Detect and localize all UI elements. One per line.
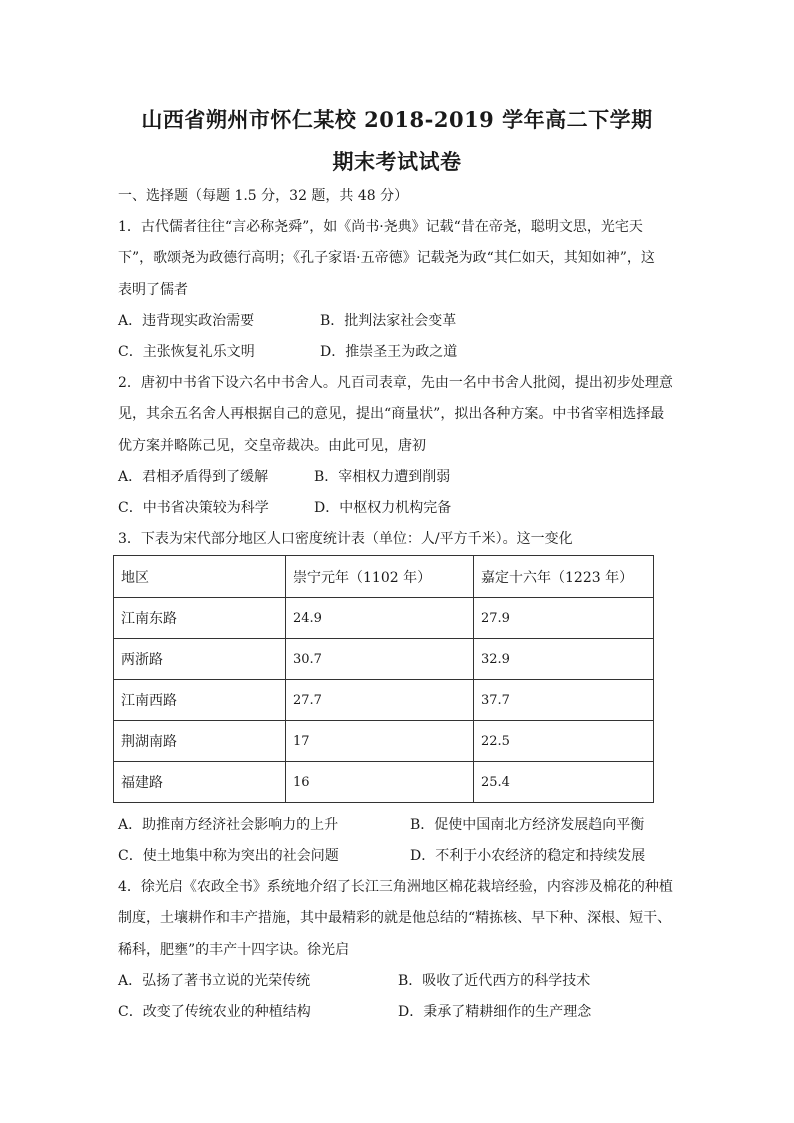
q2-option-b: B．宰相权力遭到削弱: [314, 469, 451, 485]
population-density-table: [113, 555, 654, 803]
table-cell-1102: 24.9: [286, 598, 474, 639]
q2-stem-line-2: 见，其余五名舍人再根据自己的意见，提出“商量状”，拟出各种方案。中书省宰相选择最: [118, 406, 665, 422]
table-row: [114, 762, 654, 803]
q3-option-d: D．不利于小农经济的稳定和持续发展: [410, 848, 646, 864]
q4-stem-line-3: 稀科，肥壅”的丰产十四字诀。徐光启: [118, 942, 350, 958]
q4-option-a: A．弘扬了著书立说的光荣传统: [118, 973, 311, 989]
q3-option-a: A．助推南方经济社会影响力的上升: [118, 817, 339, 833]
q4-stem-line-2: 制度，土壤耕作和丰产措施，其中最精彩的就是他总结的“精拣核、早下种、深根、短干、: [118, 910, 672, 926]
q1-stem-line-1: 1．古代儒者往往“言必称尧舜”，如《尚书·尧典》记载“昔在帝尧，聪明文思，光宅天: [118, 219, 643, 235]
table-cell-1223: 27.9: [474, 598, 654, 639]
q4-option-c: C．改变了传统农业的种植结构: [118, 1004, 311, 1020]
exam-title: 山西省朔州市怀仁某校 2018-2019 学年高二下学期: [141, 107, 653, 132]
table-header-1223: 嘉定十六年（1223 年）: [474, 556, 654, 598]
table-cell-1102: 27.7: [286, 680, 474, 721]
q3-option-c: C．使土地集中称为突出的社会问题: [118, 848, 339, 864]
q1-option-c: C．主张恢复礼乐文明: [118, 344, 255, 360]
q2-stem-line-1: 2．唐初中书省下设六名中书舍人。凡百司表章，先由一名中书舍人批阅，提出初步处理意: [118, 375, 673, 391]
table-cell-region: 江南东路: [114, 598, 286, 639]
exam-subtitle: 期末考试试卷: [332, 149, 462, 174]
q4-option-d: D．秉承了精耕细作的生产理念: [398, 1004, 592, 1020]
table-row: [114, 598, 654, 639]
q1-option-b: B．批判法家社会变革: [320, 313, 457, 329]
q3-option-b: B．促使中国南北方经济发展趋向平衡: [410, 817, 645, 833]
table-cell-1102: 16: [286, 762, 474, 803]
table-cell-1223: 22.5: [474, 721, 654, 762]
table-cell-region: 两浙路: [114, 639, 286, 680]
q1-stem-line-3: 表明了儒者: [118, 282, 188, 298]
table-cell-1223: 32.9: [474, 639, 654, 680]
table-row: [114, 721, 654, 762]
table-cell-region: 福建路: [114, 762, 286, 803]
table-header-region: 地区: [114, 556, 286, 598]
q2-option-c: C．中书省决策较为科学: [118, 500, 269, 516]
q1-stem-line-2: 下”，歌颂尧为政德行高明；《孔子家语·五帝德》记载尧为政“其仁如天，其知如神”，这: [118, 250, 655, 266]
table-header-1102: 崇宁元年（1102 年）: [286, 556, 474, 598]
table-cell-region: 江南西路: [114, 680, 286, 721]
table-cell-region: 荆湖南路: [114, 721, 286, 762]
table-row: [114, 639, 654, 680]
table-cell-1223: 25.4: [474, 762, 654, 803]
q4-stem-line-1: 4．徐光启《农政全书》系统地介绍了长江三角洲地区棉花栽培经验，内容涉及棉花的种植: [118, 879, 673, 895]
table-cell-1223: 37.7: [474, 680, 654, 721]
q2-stem-line-3: 优方案并略陈己见，交皇帝裁决。由此可见，唐初: [118, 438, 426, 454]
q2-option-a: A．君相矛盾得到了缓解: [118, 469, 269, 485]
section-heading: 一、选择题（每题 1.5 分，32 题，共 48 分）: [118, 188, 409, 204]
q4-option-b: B．吸收了近代西方的科学技术: [398, 973, 591, 989]
table-cell-1102: 30.7: [286, 639, 474, 680]
table-row: [114, 680, 654, 721]
q1-option-a: A．违背现实政治需要: [118, 313, 255, 329]
q3-stem: 3．下表为宋代部分地区人口密度统计表（单位：人/平方千米）。这一变化: [118, 531, 573, 547]
table-cell-1102: 17: [286, 721, 474, 762]
table-header-row: [114, 556, 654, 598]
q2-option-d: D．中枢权力机构完备: [314, 500, 452, 516]
q1-option-d: D．推崇圣王为政之道: [320, 344, 458, 360]
